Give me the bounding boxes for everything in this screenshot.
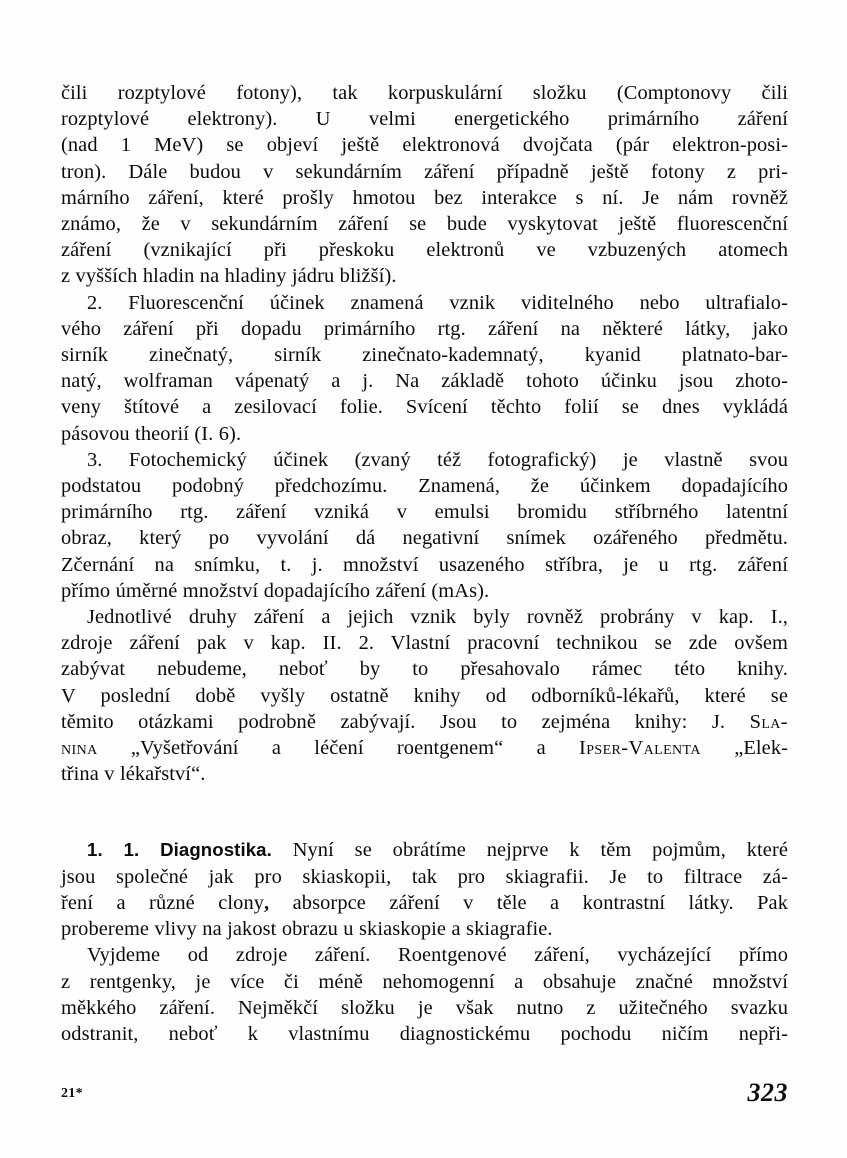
paragraph-continuation: [61, 80, 788, 290]
text-line: odstranit, neboť k vlastnímu diagnostickému pochodu ničím nepři-: [61, 1022, 788, 1045]
text-line: veny štítové a zesilovací folie. Svícení těchto folií se dnes vykládá: [61, 396, 788, 419]
text-line-authors: nina „Vyšetřování a léčení roentgenem“ a Ipser-Valenta „Elek-: [61, 737, 788, 760]
page-number: 323: [747, 1078, 788, 1107]
text-line-content: 3. Fotochemický účinek (zvaný též fotografický) je vlastně svou: [87, 448, 788, 471]
section-title: Diagnostika.: [160, 839, 272, 861]
text-line-first: [61, 290, 788, 316]
text-line: sirník zinečnatý, sirník zinečnato-kademnatý, kyanid platnato-bar-: [61, 344, 788, 367]
text-line-heading: [61, 837, 788, 863]
page-footer: [61, 1078, 788, 1118]
paragraph-chapter-references: [61, 604, 788, 787]
text-line: tron). Dále budou v sekundárním záření případně ještě fotony z pri-: [61, 160, 788, 183]
paragraph-section-diagnostika: [61, 837, 788, 942]
author-name-ipser-valenta: Ipser-Valenta: [579, 737, 701, 760]
text-line: měkkého záření. Nejměkčí složku je však nutno z užitečného svazku: [61, 996, 788, 1019]
section-spacer: [61, 787, 788, 837]
text-line: primárního rtg. záření vzniká v emulsi bromidu stříbrného latentní: [61, 501, 788, 524]
text-line-first: [61, 942, 788, 968]
author-name-slanina-part1: Sla-: [749, 710, 788, 733]
text-line-author-break: těmito otázkami podrobně zabývají. Jsou to zejména knihy: J. Sla-: [61, 710, 788, 733]
text-line-content: Jednotlivé druhy záření a jejich vznik byly rovněž probrány v kap. I.,: [87, 606, 788, 629]
paragraph-vyjdeme: [61, 942, 788, 1047]
text-line: márního záření, které prošly hmotou bez interakce s ní. Je nám rovněž: [61, 186, 788, 209]
text-line: natý, wolframan vápenatý a j. Na základě tohoto účinku jsou zhoto-: [61, 370, 788, 393]
text-line-content: 2. Fluorescenční účinek znamená vznik viditelného nebo ultrafialo-: [87, 291, 788, 314]
text-line: vého záření při dopadu primárního rtg. záření na některé látky, jako: [61, 317, 788, 340]
paragraph-item-2: [61, 290, 788, 447]
paragraph-item-3: [61, 447, 788, 604]
text-line: podstatou podobný předchozímu. Znamená, že účinkem dopadajícího: [61, 475, 788, 498]
text-line: Zčernání na snímku, t. j. množství usazeného stříbra, je u rtg. záření: [61, 553, 788, 576]
text-line: z rentgenky, je více či méně nehomogenní a obsahuje značné množství: [61, 970, 788, 993]
page-text-block: [61, 80, 788, 1047]
text-line-first: [61, 604, 788, 630]
text-line: třina v lékařství“.: [61, 763, 206, 786]
text-line: V poslední době vyšly ostatně knihy od odborníků-lékařů, které se: [61, 684, 788, 707]
section-opening-text: Nyní se obrátíme nejprve k těm pojmům, které: [292, 839, 788, 862]
text-line: čili rozptylové fotony), tak korpuskulární složku (Comptonovy čili: [61, 82, 788, 104]
text-line-first: [61, 447, 788, 473]
author-name-slanina-part2: nina: [61, 737, 98, 760]
text-line: známo, že v sekundárním záření se bude vyskytovat ještě fluorescenční: [61, 213, 788, 236]
text-line: (nad 1 MeV) se objeví ještě elektronová dvojčata (pár elektron-posi-: [61, 134, 788, 157]
bold-comma-artifact: ,: [264, 891, 270, 914]
text-line: přímo úměrné množství dopadajícího záření (mAs).: [61, 579, 490, 602]
text-line: z vyšších hladin na hladiny jádru bližší).: [61, 265, 397, 288]
text-line: zdroje záření pak v kap. II. 2. Vlastní pracovní technikou se zde ovšem: [61, 632, 788, 655]
text-line: probereme vlivy na jakost obrazu u skiaskopie a skiagrafie.: [61, 918, 553, 941]
text-line: zabývat nebudeme, neboť by to přesahovalo rámec této knihy.: [61, 658, 788, 681]
text-line-with-bold-comma: ření a různé clony, absorpce záření v těle a kontrastní látky. Pak: [61, 891, 788, 914]
text-line: obraz, který po vyvolání dá negativní snímek ozářeného předmětu.: [61, 527, 788, 550]
signature-mark: 21*: [61, 1086, 83, 1101]
text-line: záření (vznikající při přeskoku elektronů ve vzbuzených atomech: [61, 239, 788, 262]
text-line: pásovou theorií (I. 6).: [61, 422, 242, 445]
text-line-content: Vyjdeme od zdroje záření. Roentgenové záření, vycházející přímo: [87, 944, 788, 967]
text-line: rozptylové elektrony). U velmi energetického primárního záření: [61, 108, 788, 131]
section-number: 1. 1.: [87, 839, 140, 861]
text-line: jsou společné jak pro skiaskopii, tak pro skiagrafii. Je to filtrace zá-: [61, 865, 788, 888]
